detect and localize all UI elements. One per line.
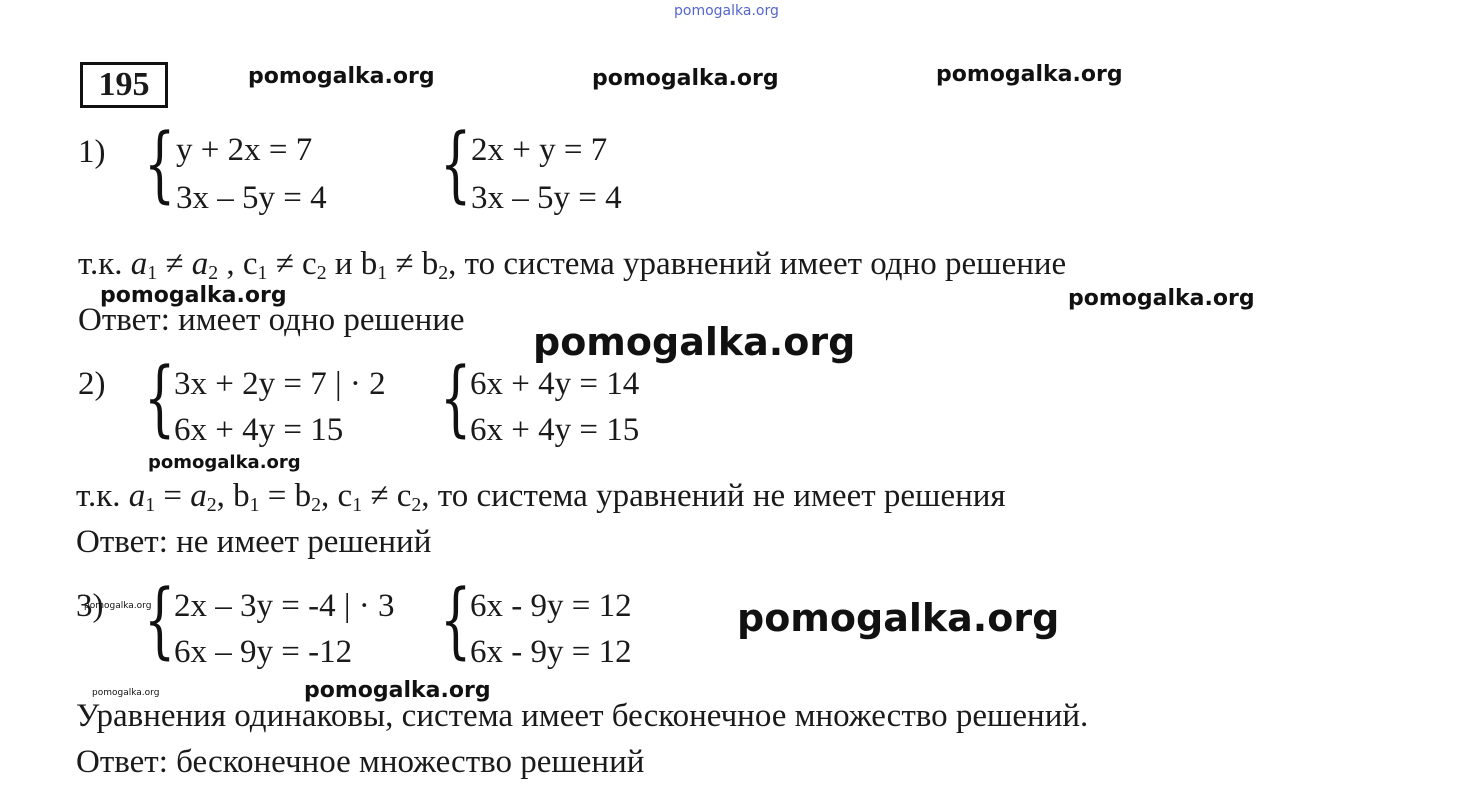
reason-prefix: т.к.: [76, 478, 121, 514]
part3-sys1-eq1: 2x – 3y = -4 | · 3: [174, 588, 395, 624]
part1-sys2-eq1: 2x + y = 7: [471, 132, 608, 168]
part3-brace-1: {: [144, 573, 176, 668]
reason-suffix: , то система уравнений имеет одно решение: [448, 246, 1067, 282]
part1-brace-2: {: [440, 117, 472, 212]
part2-sys2-eq1: 6x + 4y = 14: [470, 366, 640, 402]
part2-sys2-eq2: 6x + 4y = 15: [470, 412, 640, 448]
part3-sys2-eq1: 6x - 9y = 12: [470, 588, 632, 624]
part2-label: 2): [78, 366, 106, 402]
part2-reason: [76, 480, 1006, 516]
reason-formula: $a_1 \ne a_2$ , $c_1 \ne c_2$ и $b_1 \ne b_2$: [130, 246, 449, 284]
watermark: pomogalka.org: [1068, 286, 1255, 311]
reason-formula: $a_1 = a_2$, $b_1 = b_2$, $c_1 \ne c_2$: [128, 478, 422, 516]
part3-conclusion: Уравнения одинаковы, система имеет бесконечное множество решений.: [76, 698, 1089, 734]
part3-brace-2: {: [440, 573, 472, 668]
watermark: pomogalka.org: [84, 601, 152, 611]
watermark-large: pomogalka.org: [737, 596, 1060, 640]
watermark: pomogalka.org: [148, 452, 301, 473]
part2-answer: Ответ: не имеет решений: [76, 524, 432, 560]
part2-brace-2: {: [440, 351, 472, 446]
watermark: pomogalka.org: [248, 64, 435, 89]
part1-sys1-eq1: y + 2x = 7: [176, 132, 313, 168]
watermark: pomogalka.org: [936, 62, 1123, 87]
part2-brace-1: {: [144, 351, 176, 446]
part1-label: 1): [78, 134, 106, 170]
part1-sys2-eq2: 3x – 5y = 4: [471, 180, 622, 216]
watermark-top: pomogalka.org: [674, 3, 779, 19]
part2-sys1-eq1: 3x + 2y = 7 | · 2: [174, 366, 386, 402]
part1-brace-1: {: [144, 117, 176, 212]
problem-number: 195: [80, 62, 168, 108]
watermark: pomogalka.org: [92, 688, 160, 698]
part2-sys1-eq2: 6x + 4y = 15: [174, 412, 344, 448]
reason-prefix: т.к.: [78, 246, 123, 282]
part3-sys1-eq2: 6x – 9y = -12: [174, 634, 353, 670]
part3-label: 3): [76, 588, 104, 624]
part1-sys1-eq2: 3x – 5y = 4: [176, 180, 327, 216]
watermark: pomogalka.org: [592, 66, 779, 91]
watermark: pomogalka.org: [100, 283, 287, 308]
reason-suffix: , то система уравнений не имеет решения: [421, 478, 1006, 514]
part1-answer: Ответ: имеет одно решение: [78, 302, 465, 338]
watermark-large: pomogalka.org: [533, 320, 856, 364]
part1-reason: [78, 248, 1066, 284]
part3-answer: Ответ: бесконечное множество решений: [76, 744, 645, 780]
watermark: pomogalka.org: [304, 678, 491, 703]
part3-sys2-eq2: 6x - 9y = 12: [470, 634, 632, 670]
